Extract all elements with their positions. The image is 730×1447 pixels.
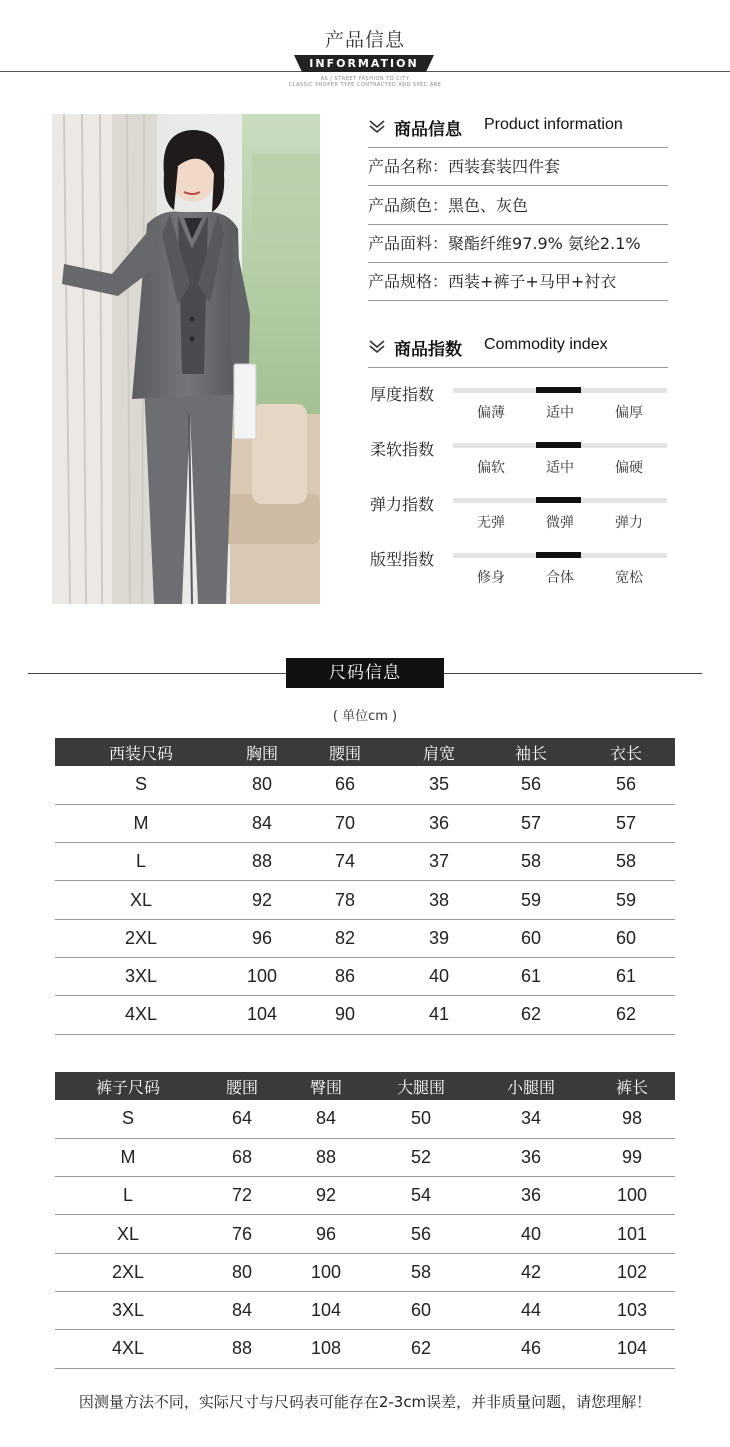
table-cell: 2XL [55,919,227,957]
header-title: 产品信息 [324,29,405,51]
table-cell: 58 [577,843,675,881]
table-cell: 44 [473,1291,589,1329]
table-cell: 36 [393,804,485,842]
table-cell: XL [55,881,227,919]
table-cell: 3XL [55,1291,201,1329]
table-cell: 61 [577,957,675,995]
table-cell: 62 [369,1330,473,1368]
table-cell: 104 [283,1291,369,1329]
product-info-heading [368,108,668,148]
table-cell: 100 [227,957,297,995]
index-scale-track [453,498,667,503]
suit-size-table [55,738,675,1035]
table-cell: 80 [227,766,297,804]
measurement-note: 因测量方法不同，实际尺寸与尺码表可能存在2-3cm误差，并非质量问题，请您理解！ [78,1393,652,1411]
table-cell: 96 [227,919,297,957]
table-cell: 36 [473,1138,589,1176]
table-cell: 100 [589,1177,675,1215]
table-row [55,1253,675,1291]
table-cell: S [55,766,227,804]
table-cell: 78 [297,881,393,919]
index-label: 柔软指数 [370,440,435,459]
info-row-color [368,187,668,225]
table-cell: 62 [485,996,577,1034]
table-cell: 38 [393,881,485,919]
table-cell: 84 [227,804,297,842]
table-cell: 82 [297,919,393,957]
table-cell: 92 [227,881,297,919]
table-cell: 57 [485,804,577,842]
header-small-line-2: CLASSIC PROPER TYPE CONTRACTED AND SPEC ARE [288,82,442,88]
table-cell: 42 [473,1253,589,1291]
info-value: 聚酯纤维97.9% 氨纶2.1% [448,234,641,253]
table-cell: 40 [473,1215,589,1253]
table-cell: 102 [589,1253,675,1291]
table-cell: 92 [283,1177,369,1215]
double-chevron-down-icon [368,337,386,355]
table-cell: 76 [201,1215,283,1253]
index-option: 宽松 [615,570,643,586]
index-option: 偏薄 [477,405,505,421]
table-row [55,919,675,957]
info-row-name [368,148,668,186]
index-option: 无弹 [477,515,505,531]
info-label: 产品面料： [368,234,449,253]
table-cell: 72 [201,1177,283,1215]
size-info-title: 尺码信息 [286,658,444,688]
commodity-index-heading [368,328,668,368]
table-cell: 58 [485,843,577,881]
table-cell: 54 [369,1177,473,1215]
table-row [55,957,675,995]
index-scale-marker [536,552,581,558]
table-cell: XL [55,1215,201,1253]
table-cell: 103 [589,1291,675,1329]
table-cell: 52 [369,1138,473,1176]
table-cell: 104 [227,996,297,1034]
table-cell: 59 [577,881,675,919]
table-cell: 88 [201,1330,283,1368]
table-cell: L [55,1177,201,1215]
table-cell: 59 [485,881,577,919]
table-header-row [55,738,675,766]
table-cell: 36 [473,1177,589,1215]
index-scale-track [453,443,667,448]
table-cell: 99 [589,1138,675,1176]
table-cell: 62 [577,996,675,1034]
table-cell: 100 [283,1253,369,1291]
index-scale-track [453,553,667,558]
double-chevron-down-icon [368,117,386,135]
index-option: 偏硬 [615,460,643,476]
table-cell: 60 [369,1291,473,1329]
index-option: 微弹 [546,515,574,531]
table-cell: 39 [393,919,485,957]
column-header: 袖长 [485,738,577,766]
column-header: 臀围 [283,1072,369,1100]
product-info-title-en: Product information [484,116,623,133]
index-scale-marker [536,387,581,393]
index-label: 版型指数 [370,550,435,569]
table-cell: 64 [201,1100,283,1138]
table-cell: 4XL [55,1330,201,1368]
table-cell: 90 [297,996,393,1034]
column-header: 肩宽 [393,738,485,766]
table-cell: S [55,1100,201,1138]
table-cell: 80 [201,1253,283,1291]
table-cell: 60 [485,919,577,957]
table-cell: L [55,843,227,881]
index-scale-track [453,388,667,393]
table-cell: 61 [485,957,577,995]
table-row [55,1177,675,1215]
table-row [55,1138,675,1176]
table-cell: 86 [297,957,393,995]
index-option: 适中 [546,460,574,476]
table-cell: 57 [577,804,675,842]
info-row-fabric [368,225,668,263]
table-row [55,1291,675,1329]
table-row [55,1100,675,1138]
table-cell: 88 [227,843,297,881]
info-label: 产品颜色： [368,196,449,215]
index-label: 弹力指数 [370,495,435,514]
table-cell: M [55,804,227,842]
index-option: 合体 [546,570,574,586]
table-cell: 58 [369,1253,473,1291]
table-row [55,843,675,881]
table-cell: 74 [297,843,393,881]
pants-size-table [55,1072,675,1369]
column-header: 腰围 [201,1072,283,1100]
table-cell: 41 [393,996,485,1034]
table-cell: 108 [283,1330,369,1368]
info-label: 产品规格： [368,272,449,291]
column-header: 衣长 [577,738,675,766]
info-label: 产品名称： [368,157,449,176]
column-header: 裤长 [589,1072,675,1100]
column-header: 腰围 [297,738,393,766]
table-cell: 66 [297,766,393,804]
table-row [55,881,675,919]
table-cell: 84 [283,1100,369,1138]
information-ribbon [302,55,426,72]
table-header-row [55,1072,675,1100]
index-option: 修身 [477,570,505,586]
column-header: 西装尺码 [55,738,227,766]
table-cell: 35 [393,766,485,804]
index-scale-marker [536,442,581,448]
index-option: 适中 [546,405,574,421]
table-row [55,996,675,1034]
info-value: 黑色、灰色 [448,196,529,215]
index-label: 厚度指数 [370,385,435,404]
table-cell: 46 [473,1330,589,1368]
table-cell: 88 [283,1138,369,1176]
table-cell: 70 [297,804,393,842]
header-small-text [0,76,730,88]
model-in-suit-image [52,114,320,604]
header-small-line-1: AS / STREET FASHION TO CITY [320,76,410,82]
table-cell: 104 [589,1330,675,1368]
table-cell: 3XL [55,957,227,995]
table-cell: 37 [393,843,485,881]
table-row [55,804,675,842]
table-cell: 40 [393,957,485,995]
column-header: 小腿围 [473,1072,589,1100]
info-row-spec [368,263,668,301]
table-cell: 56 [369,1215,473,1253]
table-cell: 98 [589,1100,675,1138]
info-value: 西装套装四件套 [448,157,561,176]
table-row [55,766,675,804]
commodity-index-title-en: Commodity index [484,336,608,353]
column-header: 裤子尺码 [55,1072,201,1100]
index-option: 弹力 [615,515,643,531]
commodity-index-title-cn: 商品指数 [394,340,462,360]
table-cell: 2XL [55,1253,201,1291]
index-scale-marker [536,497,581,503]
unit-label: ( 单位cm ) [332,709,398,724]
table-cell: 56 [485,766,577,804]
table-cell: 96 [283,1215,369,1253]
table-cell: 34 [473,1100,589,1138]
ribbon-text: INFORMATION [309,57,419,70]
table-cell: 68 [201,1138,283,1176]
product-info-title-cn: 商品信息 [394,120,462,140]
column-header: 大腿围 [369,1072,473,1100]
table-cell: 101 [589,1215,675,1253]
product-photo [52,114,320,604]
column-header: 胸围 [227,738,297,766]
info-value: 西装+裤子+马甲+衬衣 [448,272,617,291]
table-row [55,1215,675,1253]
table-cell: 50 [369,1100,473,1138]
table-cell: 84 [201,1291,283,1329]
table-cell: 60 [577,919,675,957]
information-header [0,0,730,95]
table-cell: M [55,1138,201,1176]
table-row [55,1330,675,1368]
index-option: 偏软 [477,460,505,476]
index-option: 偏厚 [615,405,643,421]
table-cell: 56 [577,766,675,804]
table-cell: 4XL [55,996,227,1034]
